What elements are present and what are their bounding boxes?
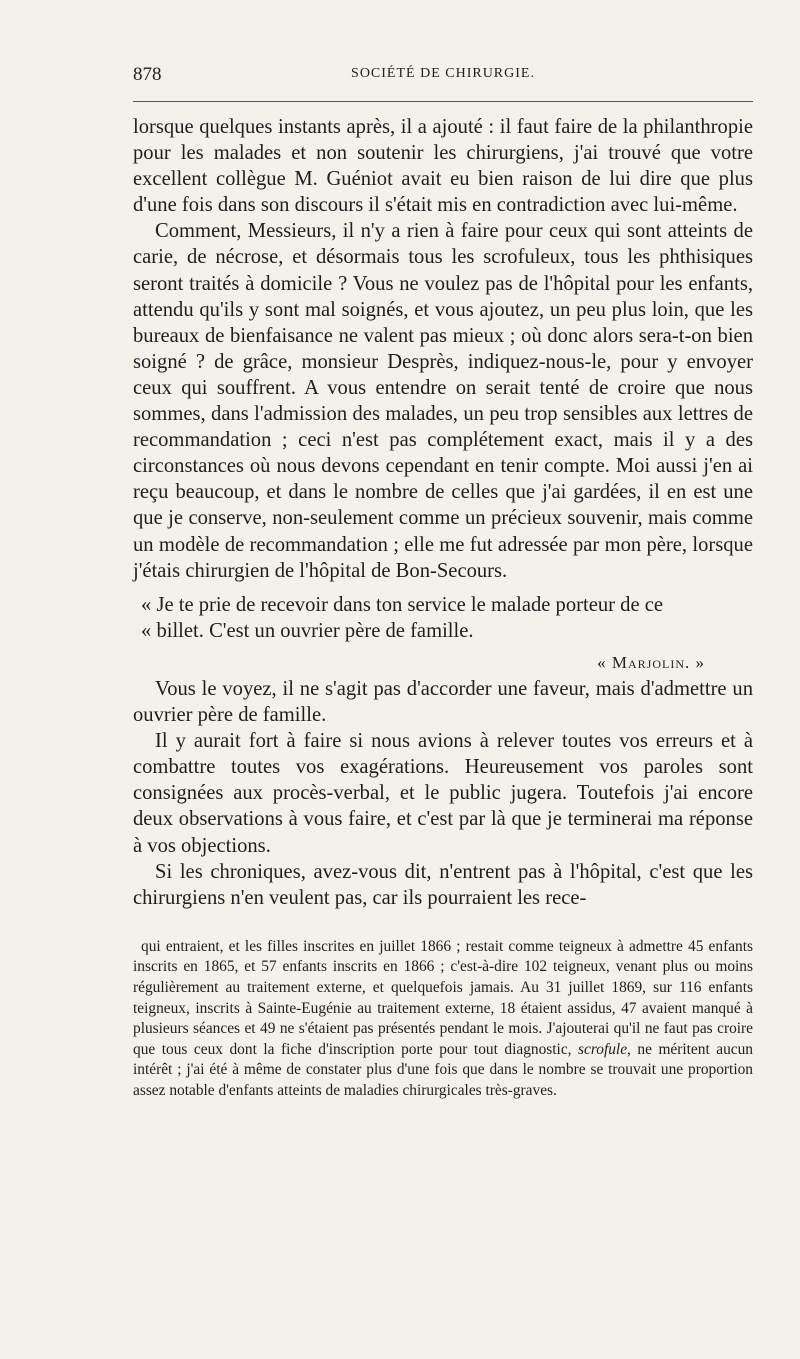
running-title: SOCIÉTÉ DE CHIRURGIE. [351, 66, 535, 81]
quoted-letter [133, 592, 753, 676]
paragraph: Vous le voyez, il ne s'agit pas d'accorder une faveur, mais d'admettre un ouvrier père de famille. [133, 677, 753, 727]
paragraph: Comment, Messieurs, il n'y a rien à faire pour ceux qui sont atteints de carie, de nécrose, et désormais tous les scrofuleux, tous les phthisiques seront traités à domicile ? Vous ne voulez pas de l'hôpital pour les enfants, attendu qu'ils y sont mal soignés, et vous ajoutez, un peu plus loin, que les bureaux de bienfaisance ne valent pas mieux ; où donc alors sera-t-on bien soigné ? de grâce, monsieur Desprès, indiquez-nous-le, pour y envoyer ceux qui souffrent. A vous entendre on serait tenté de croire que nous sommes, dans l'admission des malades, un peu trop sensibles aux lettres de recommandation ; ceci n'est pas complétement exact, mais il y a des circonstances où nous devons cependant en tenir compte. Moi aussi j'en ai reçu beaucoup, et dans le nombre de celles que j'ai gardées, il en est une que je conserve, non-seulement comme un précieux souvenir, mais comme un modèle de recommandation ; elle me fut adressée par mon père, lorsque j'étais chirurgien de l'hôpital de Bon-Secours. [133, 220, 753, 582]
footnote-text: , ne méritent aucun intérêt ; j'ai été à même de constater plus d'une fois que dans le nombre se trouvait une proportion assez notable d'enfants atteints de maladies chirurgicales très-graves. [133, 1040, 753, 1099]
paragraph: lorsque quelques instants après, il a ajouté : il faut faire de la philanthropie pour les malades et non soutenir les chirurgiens, j'ai trouvé que votre excellent collègue M. Guéniot avait eu bien raison de lui dire que plus d'une fois dans son discours il s'était mis en contradiction avec lui-même. [133, 116, 753, 217]
header-rule [133, 101, 753, 102]
body-text [133, 114, 753, 911]
page-number: 878 [133, 64, 162, 85]
document-page [133, 56, 753, 1102]
footnote [133, 937, 753, 1102]
paragraph: Il y aurait fort à faire si nous avions à relever toutes vos erreurs et à combattre toutes vos exagérations. Heureusement vos paroles sont consignées aux procès-verbal, et le public jugera. Toutefois j'ai encore deux observations à vous faire, et c'est par là que je terminerai ma réponse à vos objections. [133, 730, 753, 857]
footnote-text: qui entraient, et les filles inscrites en juillet 1866 ; restait comme teigneux à admettre 45 enfants inscrits en 1865, et 57 enfants inscrits en 1866 ; c'est-à-dire 102 teigneux, venant plus ou moins régulièrement au traitement externe, et quelquefois jamais. Au 31 juillet 1869, sur 116 enfants teigneux, inscrits à Sainte-Eugénie au traitement externe, 18 étaient assidus, 47 avaient manqué à plusieurs séances et 49 ne s'étaient pas présentés pendant le mois. J'ajouterai qu'il ne faut pas croire que tous ceux dont la fiche d'inscription porte pour tout diagnostic, [133, 937, 753, 1058]
footnote-italic-term: scrofule [578, 1040, 628, 1058]
running-head [133, 56, 753, 90]
quote-line: « Je te prie de recevoir dans ton service le malade porteur de ce [141, 593, 664, 616]
quote-signature: « Marjolin. » [597, 652, 705, 672]
paragraph: Si les chroniques, avez-vous dit, n'entrent pas à l'hôpital, c'est que les chirurgiens n'en veulent pas, car ils pourraient les rece- [133, 860, 753, 909]
quote-line: « billet. C'est un ouvrier père de famille. [141, 619, 474, 642]
